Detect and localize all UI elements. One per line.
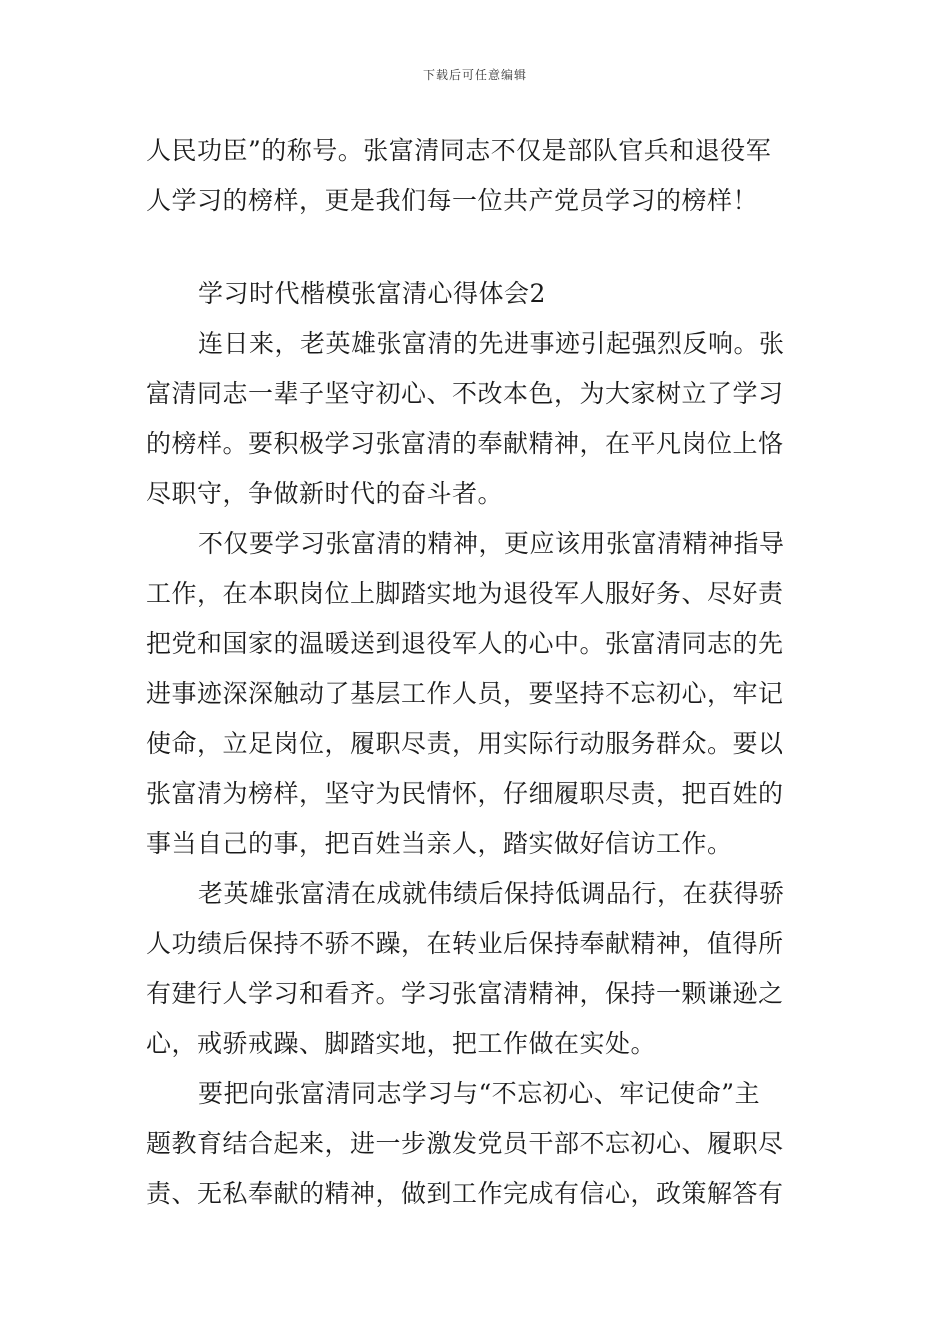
paragraph-line: 心，戒骄戒躁、脚踏实地，把工作做在实处。: [146, 1029, 657, 1058]
paragraph-line: 工作，在本职岗位上脚踏实地为退役军人服好务、尽好责: [146, 579, 784, 608]
intro-line: 人学习的榜样，更是我们每一位共产党员学习的榜样！: [146, 186, 759, 215]
document-body: [146, 126, 810, 1219]
paragraph: [146, 319, 810, 519]
paragraph-line: 把党和国家的温暖送到退役军人的心中。张富清同志的先: [146, 629, 784, 658]
paragraph-line: 要把向张富清同志学习与“不忘初心、牢记使命”主: [198, 1079, 761, 1108]
paragraph-line: 连日来，老英雄张富清的先进事迹引起强烈反响。张: [198, 329, 785, 358]
paragraph-line: 人功绩后保持不骄不躁，在转业后保持奉献精神，值得所: [146, 929, 784, 958]
paragraph: [146, 1069, 810, 1219]
section-gap: [146, 226, 810, 269]
paragraph-line: 富清同志一辈子坚守初心、不改本色，为大家树立了学习: [146, 379, 784, 408]
paragraph-line: 事当自己的事，把百姓当亲人，踏实做好信访工作。: [146, 829, 733, 858]
paragraph-line: 尽职守，争做新时代的奋斗者。: [146, 479, 504, 508]
paragraph: [146, 519, 810, 869]
paragraph-line: 老英雄张富清在成就伟绩后保持低调品行，在获得骄: [198, 879, 785, 908]
paragraph-line: 责、无私奉献的精神，做到工作完成有信心，政策解答有: [146, 1179, 784, 1208]
paragraph-line: 进事迹深深触动了基层工作人员，要坚持不忘初心，牢记: [146, 679, 784, 708]
paragraph-line: 题教育结合起来，进一步激发党员干部不忘初心、履职尽: [146, 1129, 784, 1158]
paragraph-line: 有建行人学习和看齐。学习张富清精神，保持一颗谦逊之: [146, 979, 784, 1008]
paragraph-line: 张富清为榜样，坚守为民情怀，仔细履职尽责，把百姓的: [146, 779, 784, 808]
page-header-note: 下载后可任意编辑: [422, 68, 527, 82]
section-title: 学习时代楷模张富清心得体会2: [198, 279, 546, 308]
paragraph-line: 的榜样。要积极学习张富清的奉献精神，在平凡岗位上恪: [146, 429, 784, 458]
paragraph-line: 不仅要学习张富清的精神，更应该用张富清精神指导: [198, 529, 785, 558]
intro-line: 人民功臣”的称号。张富清同志不仅是部队官兵和退役军: [146, 136, 772, 165]
paragraph-line: 使命，立足岗位，履职尽责，用实际行动服务群众。要以: [146, 729, 784, 758]
paragraph: [146, 869, 810, 1069]
